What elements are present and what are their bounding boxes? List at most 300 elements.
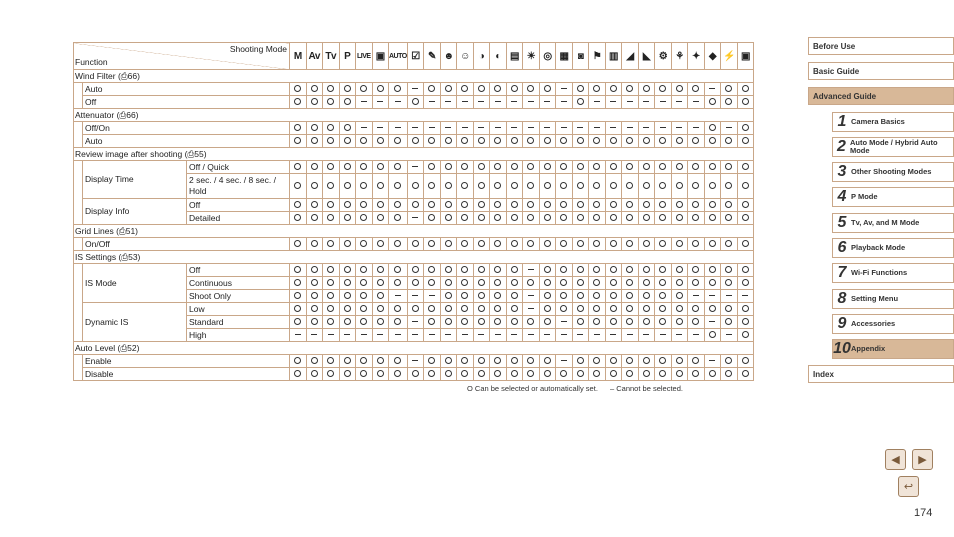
available-mark (473, 368, 490, 381)
available-mark (490, 264, 507, 277)
available-mark (671, 238, 688, 251)
available-mark (622, 290, 639, 303)
available-mark (556, 303, 573, 316)
unavailable-mark (490, 96, 507, 109)
available-mark (655, 316, 672, 329)
available-mark (356, 174, 373, 199)
available-mark (671, 83, 688, 96)
sub-label: Disable (83, 368, 290, 381)
available-mark (655, 290, 672, 303)
available-mark (323, 264, 340, 277)
section-label: Review image after shooting (⎙55) (74, 148, 754, 161)
available-mark (721, 174, 738, 199)
gutter-cell (74, 264, 83, 277)
available-mark (407, 277, 424, 290)
available-mark (589, 212, 606, 225)
available-mark (688, 368, 705, 381)
unavailable-mark (556, 355, 573, 368)
unavailable-mark (622, 122, 639, 135)
available-mark (523, 161, 540, 174)
available-mark (440, 303, 457, 316)
prev-page-button[interactable] (885, 449, 906, 470)
available-mark (424, 174, 441, 199)
available-mark (638, 238, 655, 251)
available-mark (655, 238, 672, 251)
available-mark (638, 368, 655, 381)
available-mark (323, 238, 340, 251)
chapter-item[interactable] (832, 263, 954, 283)
unavailable-mark (671, 96, 688, 109)
available-mark (655, 277, 672, 290)
unavailable-mark (556, 316, 573, 329)
unavailable-mark (473, 122, 490, 135)
available-mark (622, 135, 639, 148)
available-mark (737, 199, 754, 212)
unavailable-mark (572, 329, 589, 342)
mode-header: P (339, 43, 356, 70)
available-mark (589, 355, 606, 368)
chapter-item[interactable] (832, 187, 954, 207)
table-row (74, 368, 754, 381)
available-mark (356, 199, 373, 212)
available-mark (506, 277, 523, 290)
unavailable-mark (372, 122, 389, 135)
available-mark (655, 161, 672, 174)
chapter-item[interactable] (832, 213, 954, 233)
available-mark (506, 264, 523, 277)
available-mark (539, 161, 556, 174)
available-mark (490, 238, 507, 251)
available-mark (372, 264, 389, 277)
available-mark (457, 355, 474, 368)
chapter-item[interactable] (832, 112, 954, 132)
available-mark (389, 238, 408, 251)
available-mark (556, 264, 573, 277)
available-mark (424, 161, 441, 174)
available-mark (671, 199, 688, 212)
available-mark (704, 135, 721, 148)
available-mark (372, 303, 389, 316)
nav-basic-guide[interactable]: Basic Guide (808, 62, 954, 80)
available-mark (457, 83, 474, 96)
available-mark (605, 264, 622, 277)
available-mark (721, 277, 738, 290)
available-mark (490, 161, 507, 174)
available-mark (539, 355, 556, 368)
unavailable-mark (457, 329, 474, 342)
available-mark (372, 355, 389, 368)
available-mark (290, 83, 307, 96)
available-mark (556, 135, 573, 148)
available-mark (721, 303, 738, 316)
available-mark (339, 212, 356, 225)
unavailable-mark (721, 329, 738, 342)
available-mark (490, 83, 507, 96)
available-mark (539, 290, 556, 303)
mode-header: ▦ (556, 43, 573, 70)
available-mark (506, 174, 523, 199)
unavailable-mark (655, 329, 672, 342)
unavailable-mark (407, 83, 424, 96)
nav-before-use[interactable]: Before Use (808, 37, 954, 55)
available-mark (622, 368, 639, 381)
gutter-cell (74, 303, 83, 316)
function-label: Function (75, 57, 108, 67)
chapter-label: Other Shooting Modes (851, 166, 932, 176)
available-mark (407, 135, 424, 148)
nav-advanced-guide[interactable]: Advanced Guide (808, 87, 954, 105)
available-mark (506, 290, 523, 303)
available-mark (622, 316, 639, 329)
option-label: Continuous (187, 277, 290, 290)
available-mark (473, 161, 490, 174)
mode-header: ▣ (737, 43, 754, 70)
available-mark (457, 368, 474, 381)
unavailable-mark (339, 329, 356, 342)
available-mark (556, 212, 573, 225)
available-mark (407, 238, 424, 251)
available-mark (339, 368, 356, 381)
available-mark (671, 303, 688, 316)
available-mark (523, 368, 540, 381)
available-mark (704, 161, 721, 174)
chapter-item[interactable] (832, 314, 954, 334)
mode-header: AUTO (389, 43, 408, 70)
available-mark (688, 212, 705, 225)
chapter-label: Wi-Fi Functions (851, 267, 908, 277)
available-mark (671, 277, 688, 290)
unavailable-mark (605, 96, 622, 109)
option-label: High (187, 329, 290, 342)
chapter-number: 2 (837, 138, 846, 155)
unavailable-mark (704, 355, 721, 368)
available-mark (688, 135, 705, 148)
available-mark (572, 174, 589, 199)
available-mark (306, 199, 323, 212)
available-mark (523, 316, 540, 329)
available-mark (523, 199, 540, 212)
available-mark (473, 303, 490, 316)
unavailable-mark (490, 122, 507, 135)
available-mark (290, 290, 307, 303)
unavailable-mark (457, 122, 474, 135)
unavailable-mark (655, 122, 672, 135)
available-mark (638, 290, 655, 303)
return-button[interactable] (898, 476, 919, 497)
available-mark (737, 83, 754, 96)
available-mark (721, 238, 738, 251)
unavailable-mark (424, 329, 441, 342)
available-mark (721, 135, 738, 148)
available-mark (424, 135, 441, 148)
chapter-number: 1 (837, 113, 847, 130)
available-mark (424, 264, 441, 277)
available-mark (704, 368, 721, 381)
mode-header: ▥ (605, 43, 622, 70)
available-mark (356, 161, 373, 174)
next-page-button[interactable] (912, 449, 933, 470)
nav-index[interactable]: Index (808, 365, 954, 383)
available-mark (539, 238, 556, 251)
unavailable-mark (389, 290, 408, 303)
available-mark (440, 135, 457, 148)
available-mark (572, 290, 589, 303)
available-mark (424, 277, 441, 290)
available-mark (638, 212, 655, 225)
unavailable-mark (523, 122, 540, 135)
available-mark (440, 161, 457, 174)
available-mark (323, 161, 340, 174)
available-mark (506, 135, 523, 148)
available-mark (655, 83, 672, 96)
available-mark (372, 368, 389, 381)
available-mark (523, 83, 540, 96)
available-mark (473, 264, 490, 277)
unavailable-mark (737, 290, 754, 303)
available-mark (737, 96, 754, 109)
available-mark (339, 303, 356, 316)
section-row (74, 70, 754, 83)
available-mark (356, 355, 373, 368)
section-row (74, 251, 754, 264)
available-mark (372, 238, 389, 251)
unavailable-mark (688, 290, 705, 303)
unavailable-mark (407, 290, 424, 303)
available-mark (539, 135, 556, 148)
available-mark (457, 161, 474, 174)
available-mark (323, 96, 340, 109)
available-mark (605, 174, 622, 199)
available-mark (290, 212, 307, 225)
available-mark (389, 264, 408, 277)
available-mark (372, 135, 389, 148)
unavailable-mark (721, 290, 738, 303)
unavailable-mark (523, 303, 540, 316)
available-mark (306, 83, 323, 96)
available-mark (389, 212, 408, 225)
available-mark (589, 316, 606, 329)
available-mark (473, 355, 490, 368)
mode-header: ◑ (473, 43, 490, 70)
available-mark (688, 161, 705, 174)
available-mark (638, 199, 655, 212)
available-mark (440, 264, 457, 277)
sub-label: Off/On (83, 122, 290, 135)
available-mark (506, 355, 523, 368)
available-mark (290, 199, 307, 212)
available-mark (605, 290, 622, 303)
section-row (74, 342, 754, 355)
available-mark (721, 264, 738, 277)
unavailable-mark (523, 96, 540, 109)
unavailable-mark (372, 329, 389, 342)
available-mark (556, 161, 573, 174)
available-mark (622, 264, 639, 277)
available-mark (323, 316, 340, 329)
available-mark (688, 316, 705, 329)
unavailable-mark (688, 96, 705, 109)
available-mark (290, 238, 307, 251)
available-mark (372, 277, 389, 290)
available-mark (473, 316, 490, 329)
available-mark (356, 83, 373, 96)
available-mark (556, 199, 573, 212)
option-label: Shoot Only (187, 290, 290, 303)
available-mark (440, 83, 457, 96)
section-row (74, 148, 754, 161)
sub-label: Auto (83, 135, 290, 148)
available-mark (424, 368, 441, 381)
available-mark (323, 277, 340, 290)
available-mark (490, 368, 507, 381)
available-mark (424, 355, 441, 368)
arrow-right-icon: ▶ (918, 454, 927, 466)
available-mark (589, 290, 606, 303)
unavailable-mark (389, 96, 408, 109)
available-mark (622, 83, 639, 96)
table-row (74, 199, 754, 212)
chapter-item[interactable] (832, 238, 954, 258)
available-mark (457, 316, 474, 329)
unavailable-mark (473, 96, 490, 109)
available-mark (306, 264, 323, 277)
gutter-cell (74, 290, 83, 303)
available-mark (457, 174, 474, 199)
chapter-item[interactable] (832, 162, 954, 182)
chapter-item[interactable] (832, 339, 954, 359)
available-mark (638, 264, 655, 277)
sub-label: Auto (83, 83, 290, 96)
unavailable-mark (490, 329, 507, 342)
unavailable-mark (704, 316, 721, 329)
available-mark (539, 199, 556, 212)
available-mark (290, 135, 307, 148)
unavailable-mark (473, 329, 490, 342)
available-mark (721, 355, 738, 368)
available-mark (655, 212, 672, 225)
available-mark (457, 264, 474, 277)
available-mark (572, 368, 589, 381)
available-mark (424, 316, 441, 329)
available-mark (688, 199, 705, 212)
available-mark (506, 212, 523, 225)
unavailable-mark (605, 122, 622, 135)
unavailable-mark (539, 122, 556, 135)
unavailable-mark (506, 96, 523, 109)
mode-header: ◆ (704, 43, 721, 70)
unavailable-mark (424, 290, 441, 303)
available-mark (572, 303, 589, 316)
chapter-number: 4 (837, 188, 847, 205)
available-mark (671, 355, 688, 368)
available-mark (290, 161, 307, 174)
available-mark (589, 264, 606, 277)
available-mark (539, 368, 556, 381)
chapter-item[interactable] (832, 137, 954, 157)
available-mark (424, 199, 441, 212)
unavailable-mark (556, 122, 573, 135)
available-mark (490, 303, 507, 316)
gutter-cell (74, 212, 83, 225)
available-mark (539, 174, 556, 199)
available-mark (407, 199, 424, 212)
available-mark (638, 161, 655, 174)
available-mark (356, 368, 373, 381)
sub-label: Display Time (83, 161, 187, 199)
gutter-cell (74, 368, 83, 381)
option-label: Standard (187, 316, 290, 329)
available-mark (638, 174, 655, 199)
available-mark (605, 83, 622, 96)
available-mark (737, 161, 754, 174)
unavailable-mark (440, 122, 457, 135)
available-mark (688, 264, 705, 277)
available-mark (704, 264, 721, 277)
unavailable-mark (671, 329, 688, 342)
available-mark (323, 199, 340, 212)
available-mark (704, 96, 721, 109)
table-row (74, 238, 754, 251)
unavailable-mark (389, 122, 408, 135)
available-mark (572, 161, 589, 174)
available-mark (605, 368, 622, 381)
available-mark (457, 238, 474, 251)
available-mark (523, 355, 540, 368)
chapter-label: P Mode (851, 191, 878, 201)
chapter-item[interactable] (832, 289, 954, 309)
available-mark (473, 135, 490, 148)
available-mark (589, 238, 606, 251)
available-mark (506, 368, 523, 381)
available-mark (339, 135, 356, 148)
available-mark (389, 368, 408, 381)
option-label: Low (187, 303, 290, 316)
available-mark (306, 174, 323, 199)
available-mark (306, 290, 323, 303)
available-mark (457, 303, 474, 316)
available-mark (589, 303, 606, 316)
chapter-number: 6 (837, 239, 847, 256)
available-mark (638, 316, 655, 329)
available-mark (737, 122, 754, 135)
available-mark (457, 290, 474, 303)
gutter-cell (74, 161, 83, 174)
available-mark (356, 212, 373, 225)
unavailable-mark (638, 329, 655, 342)
unavailable-mark (638, 122, 655, 135)
available-mark (339, 161, 356, 174)
unavailable-mark (523, 329, 540, 342)
available-mark (589, 83, 606, 96)
section-row (74, 225, 754, 238)
unavailable-mark (589, 122, 606, 135)
page-number: 174 (914, 507, 933, 519)
unavailable-mark (407, 212, 424, 225)
available-mark (506, 199, 523, 212)
available-mark (490, 199, 507, 212)
available-mark (372, 316, 389, 329)
available-mark (490, 174, 507, 199)
available-mark (490, 290, 507, 303)
mode-header: ☑ (407, 43, 424, 70)
available-mark (704, 238, 721, 251)
available-mark (671, 316, 688, 329)
mode-header: ▤ (506, 43, 523, 70)
available-mark (572, 135, 589, 148)
available-mark (306, 96, 323, 109)
mode-header: ☺ (457, 43, 474, 70)
available-mark (523, 135, 540, 148)
